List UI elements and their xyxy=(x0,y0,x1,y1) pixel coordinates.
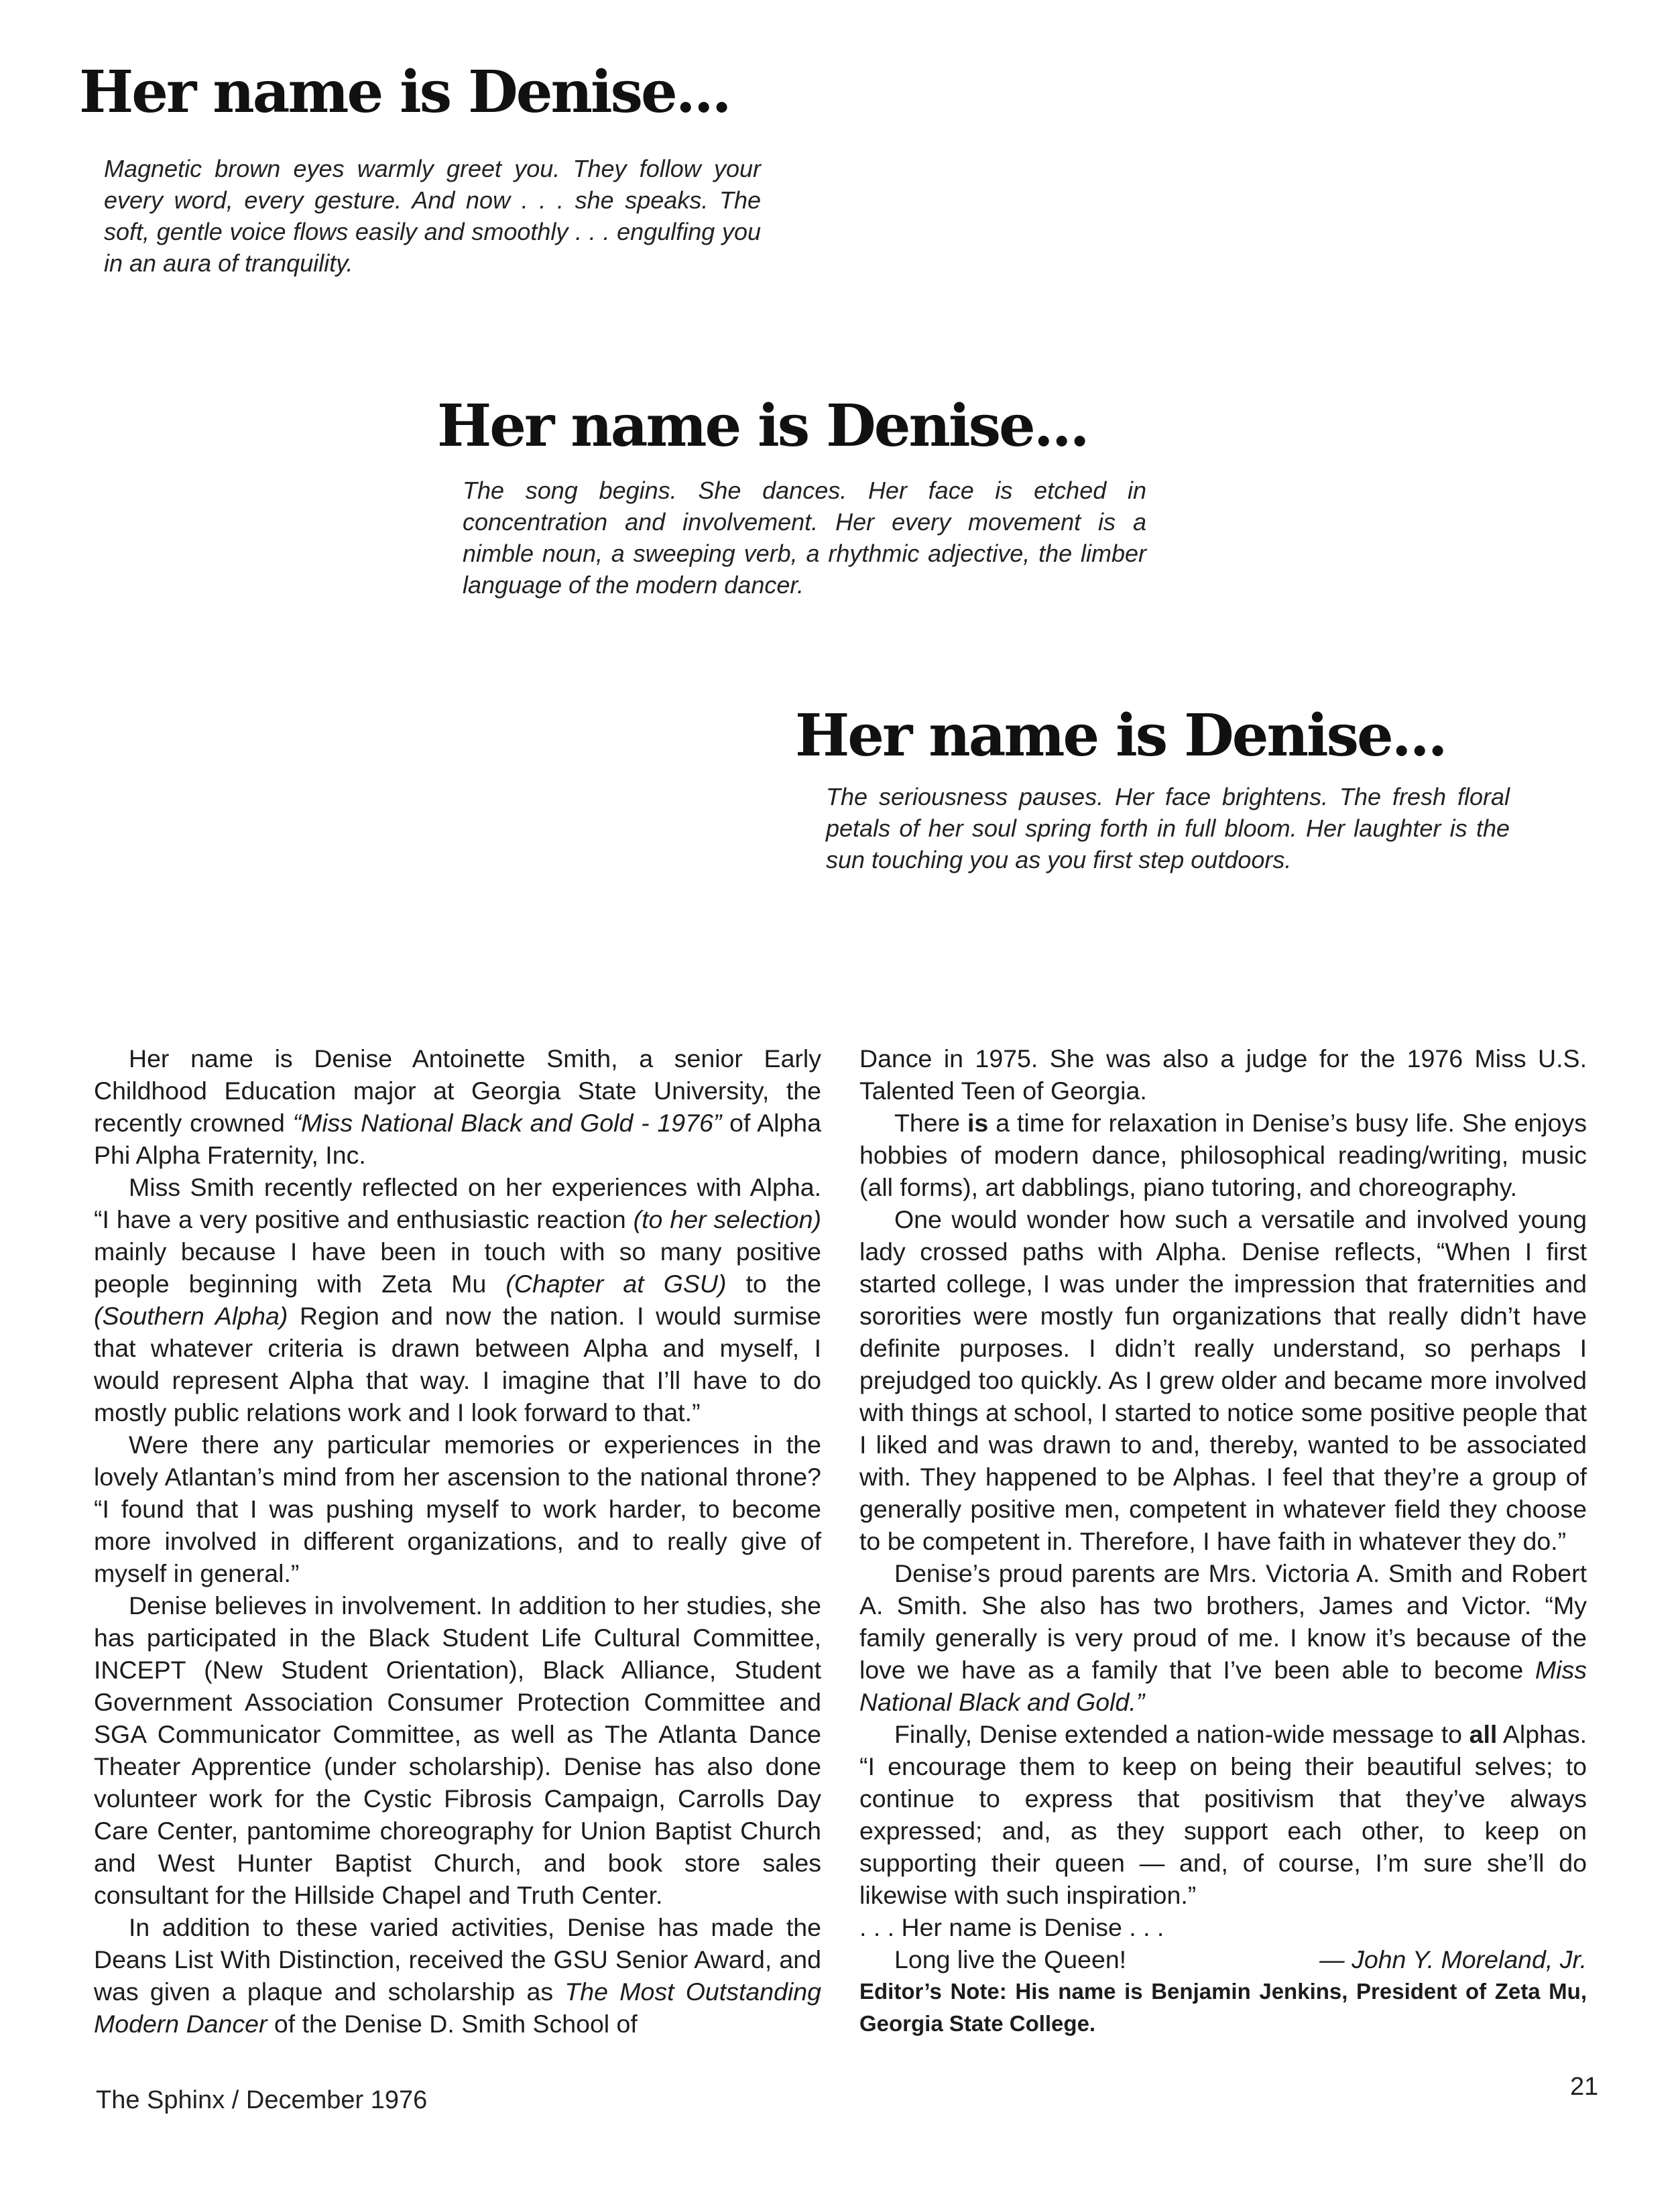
paragraph-9: Denise’s proud parents are Mrs. Victoria A. Smith and Robert A. Smith. She also has two brothers, James and Victor. “My family generally is very proud of me. I know it’s because of the love we have as a family that I’ve been able to become Miss National Black and Gold.” xyxy=(859,1559,1587,1716)
editors-note: Editor’s Note: His name is Benjamin Jenkins, President of Zeta Mu, Georgia State College. xyxy=(859,1979,1587,2036)
heading-3: Her name is Denise... xyxy=(795,702,1446,770)
paragraph-1: Her name is Denise Antoinette Smith, a senior Early Childhood Education major at Georgia State University, the recently crowned “Miss National Black and Gold - 1976” of Alpha Phi Alpha Fraternity, Inc. xyxy=(94,1044,821,1169)
author-byline: — John Y. Moreland, Jr. xyxy=(1319,1945,1587,1973)
paragraph-6: Dance in 1975. She was also a judge for the 1976 Miss U.S. Talented Teen of Georgia. xyxy=(859,1044,1587,1105)
paragraph-4: Denise believes in involvement. In addition to her studies, she has participated in the Black Student Life Cultural Committee, INCEPT (New Student Orientation), Black Alliance, Student Government Association Consumer Protection Committee and SGA Communicator Committee, as well as The Atlanta Dance Theater Apprentice (under scholarship). Denise has also done volunteer work for the Cystic Fibrosis Campaign, Carrolls Day Care Center, pantomime choreography for Union Baptist Church and West Hunter Baptist Church, and book store sales consultant for the Hillside Chapel and Truth Center. xyxy=(94,1591,821,1909)
heading-2: Her name is Denise... xyxy=(437,392,1088,460)
intro-text-2: The song begins. She dances. Her face is etched in concentration and involvement. Her every movement is a nimble noun, a sweeping verb, a rhythmic adjective, the limber language of the modern dancer. xyxy=(463,477,1146,599)
closing-line: . . . Her name is Denise . . . xyxy=(859,1913,1164,1941)
publication-footer: The Sphinx / December 1976 xyxy=(96,2086,428,2114)
intro-text-3: The seriousness pauses. Her face brightens. The fresh floral petals of her soul spring forth in full bloom. Her laughter is the sun touching you as you first step outdoors. xyxy=(826,783,1510,873)
paragraph-8: One would wonder how such a versatile and involved young lady crossed paths with Alpha. Denise reflects, “When I first started college, I was under the impression that fraternities and sororities were mostly fun organizations that really didn’t have definite purposes. I didn’t really understand, so perhaps I prejudged too quickly. As I grew older and became more involved with things at school, I started to notice some positive people that I liked and was drawn to and, thereby, wanted to be associated with. They happened to be Alphas. I feel that they’re a group of generally positive men, competent in whatever field they choose to be competent in. Therefore, I have faith in whatever they do.” xyxy=(859,1205,1587,1555)
article-column-left xyxy=(94,1042,821,2040)
paragraph-10: Finally, Denise extended a nation-wide message to all Alphas. “I encourage them to keep on being their beautiful selves; to continue to express that positivism that they’ve always expressed; and, as they support each other, to keep on supporting their queen — and, of course, I’m sure she’ll do likewise with such inspiration.” xyxy=(859,1720,1587,1909)
signature-row xyxy=(859,1943,1587,1975)
article-column-right xyxy=(859,1042,1587,2040)
heading-1: Her name is Denise... xyxy=(79,58,730,126)
intro-text-1: Magnetic brown eyes warmly greet you. They follow your every word, every gesture. And now . . . she speaks. The soft, gentle voice flows easily and smoothly . . . engulfing you in an aura of tranquility. xyxy=(104,155,761,277)
paragraph-7: There is a time for relaxation in Denise’s busy life. She enjoys hobbies of modern dance, philosophical reading/writing, music (all forms), art dabblings, piano tutoring, and choreography. xyxy=(859,1109,1587,1201)
paragraph-2: Miss Smith recently reflected on her experiences with Alpha. “I have a very positive and enthusiastic reaction (to her selection) mainly because I have been in touch with so many positive people beginning with Zeta Mu (Chapter at GSU) to the (Southern Alpha) Region and now the nation. I would surmise that whatever criteria is drawn between Alpha and myself, I would represent Alpha that way. I imagine that I’ll have to do mostly public relations work and I look forward to that.” xyxy=(94,1173,821,1426)
paragraph-3: Were there any particular memories or experiences in the lovely Atlantan’s mind from her ascension to the national throne? “I found that I was pushing myself to work harder, to become more involved in different organizations, and to really give of myself in general.” xyxy=(94,1430,821,1587)
long-live-line: Long live the Queen! xyxy=(894,1945,1127,1973)
paragraph-5: In addition to these varied activities, Denise has made the Deans List With Distinction, received the GSU Senior Award, and was given a plaque and scholarship as The Most Outstanding Modern Dancer of the Denise D. Smith School of xyxy=(94,1913,821,2038)
page-number: 21 xyxy=(1570,2073,1599,2101)
